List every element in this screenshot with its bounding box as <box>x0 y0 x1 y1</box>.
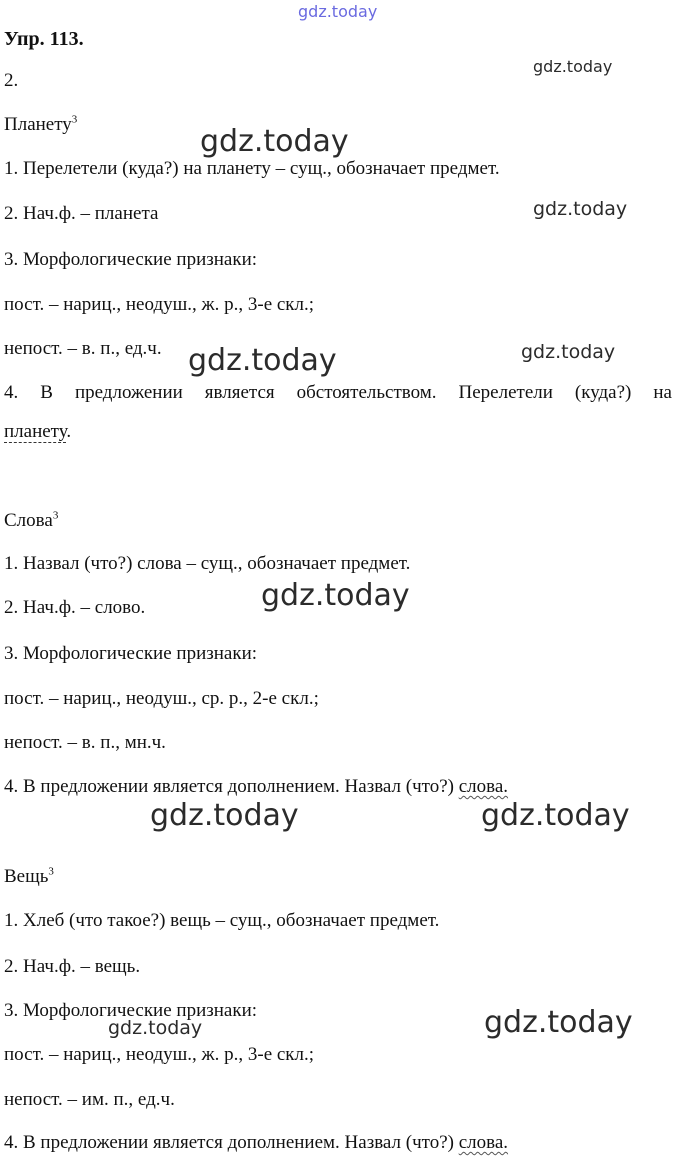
syntax-text: 4. В предложении является дополнением. Назвал (что?) <box>4 1132 459 1153</box>
section-sup: 3 <box>48 865 54 878</box>
section-word: Вещь <box>4 866 49 887</box>
watermark: gdz.today <box>481 798 630 833</box>
watermark: gdz.today <box>484 1005 633 1040</box>
watermark: gdz.today <box>533 57 613 76</box>
watermark: gdz.today <box>261 578 410 613</box>
syntax-text: 4. В предложении является дополнением. Назвал (что?) <box>4 776 459 797</box>
analysis-line: 2. Нач.ф. – планета <box>4 203 159 224</box>
analysis-line: непост. – им. п., ед.ч. <box>4 1089 175 1110</box>
analysis-line: 2. Нач.ф. – слово. <box>4 597 146 618</box>
analysis-line: пост. – нариц., неодуш., ж. р., 3-е скл.; <box>4 294 315 315</box>
underlined-word: слова. <box>458 1132 509 1153</box>
syntax-line <box>4 382 672 404</box>
analysis-line: непост. – в. п., ед.ч. <box>4 338 162 359</box>
analysis-line: непост. – в. п., мн.ч. <box>4 732 166 753</box>
analysis-line: 1. Хлеб (что такое?) вещь – сущ., обозначает предмет. <box>4 910 440 931</box>
analysis-line: 1. Назвал (что?) слова – сущ., обозначает предмет. <box>4 553 411 574</box>
syntax-period: . <box>66 421 72 442</box>
analysis-line: 3. Морфологические признаки: <box>4 643 258 664</box>
watermark: gdz.today <box>521 341 616 363</box>
watermark: gdz.today <box>108 1017 203 1039</box>
section-sup: 3 <box>71 113 78 126</box>
watermark: gdz.today <box>150 798 299 833</box>
watermark: gdz.today <box>188 343 337 378</box>
watermark: gdz.today <box>200 124 349 159</box>
section-heading <box>4 114 77 136</box>
section-heading <box>4 510 58 532</box>
section-sup: 3 <box>52 509 59 522</box>
analysis-line: 3. Морфологические признаки: <box>4 1000 258 1021</box>
watermark: gdz.today <box>298 2 378 21</box>
section-word: Планету <box>4 114 72 135</box>
analysis-line: пост. – нариц., неодуш., ж. р., 3-е скл.; <box>4 1044 315 1065</box>
analysis-line: 2. Нач.ф. – вещь. <box>4 956 141 977</box>
underlined-word: планету <box>4 421 67 442</box>
section-word: Слова <box>4 510 53 531</box>
syntax-text: 4. В предложении является обстоятельством. Перелетели (куда?) на <box>4 382 672 403</box>
analysis-line: 3. Морфологические признаки: <box>4 249 258 270</box>
underlined-word: слова. <box>458 776 509 797</box>
analysis-line: 1. Перелетели (куда?) на планету – сущ., обозначает предмет. <box>4 158 500 179</box>
section-heading <box>4 866 54 888</box>
syntax-line <box>4 776 508 798</box>
syntax-line-continued <box>4 421 71 443</box>
syntax-line <box>4 1132 508 1154</box>
item-number: 2. <box>4 70 19 91</box>
watermark: gdz.today <box>533 198 628 220</box>
exercise-title: Упр. 113. <box>4 28 84 50</box>
analysis-line: пост. – нариц., неодуш., ср. р., 2-е скл.; <box>4 688 319 709</box>
